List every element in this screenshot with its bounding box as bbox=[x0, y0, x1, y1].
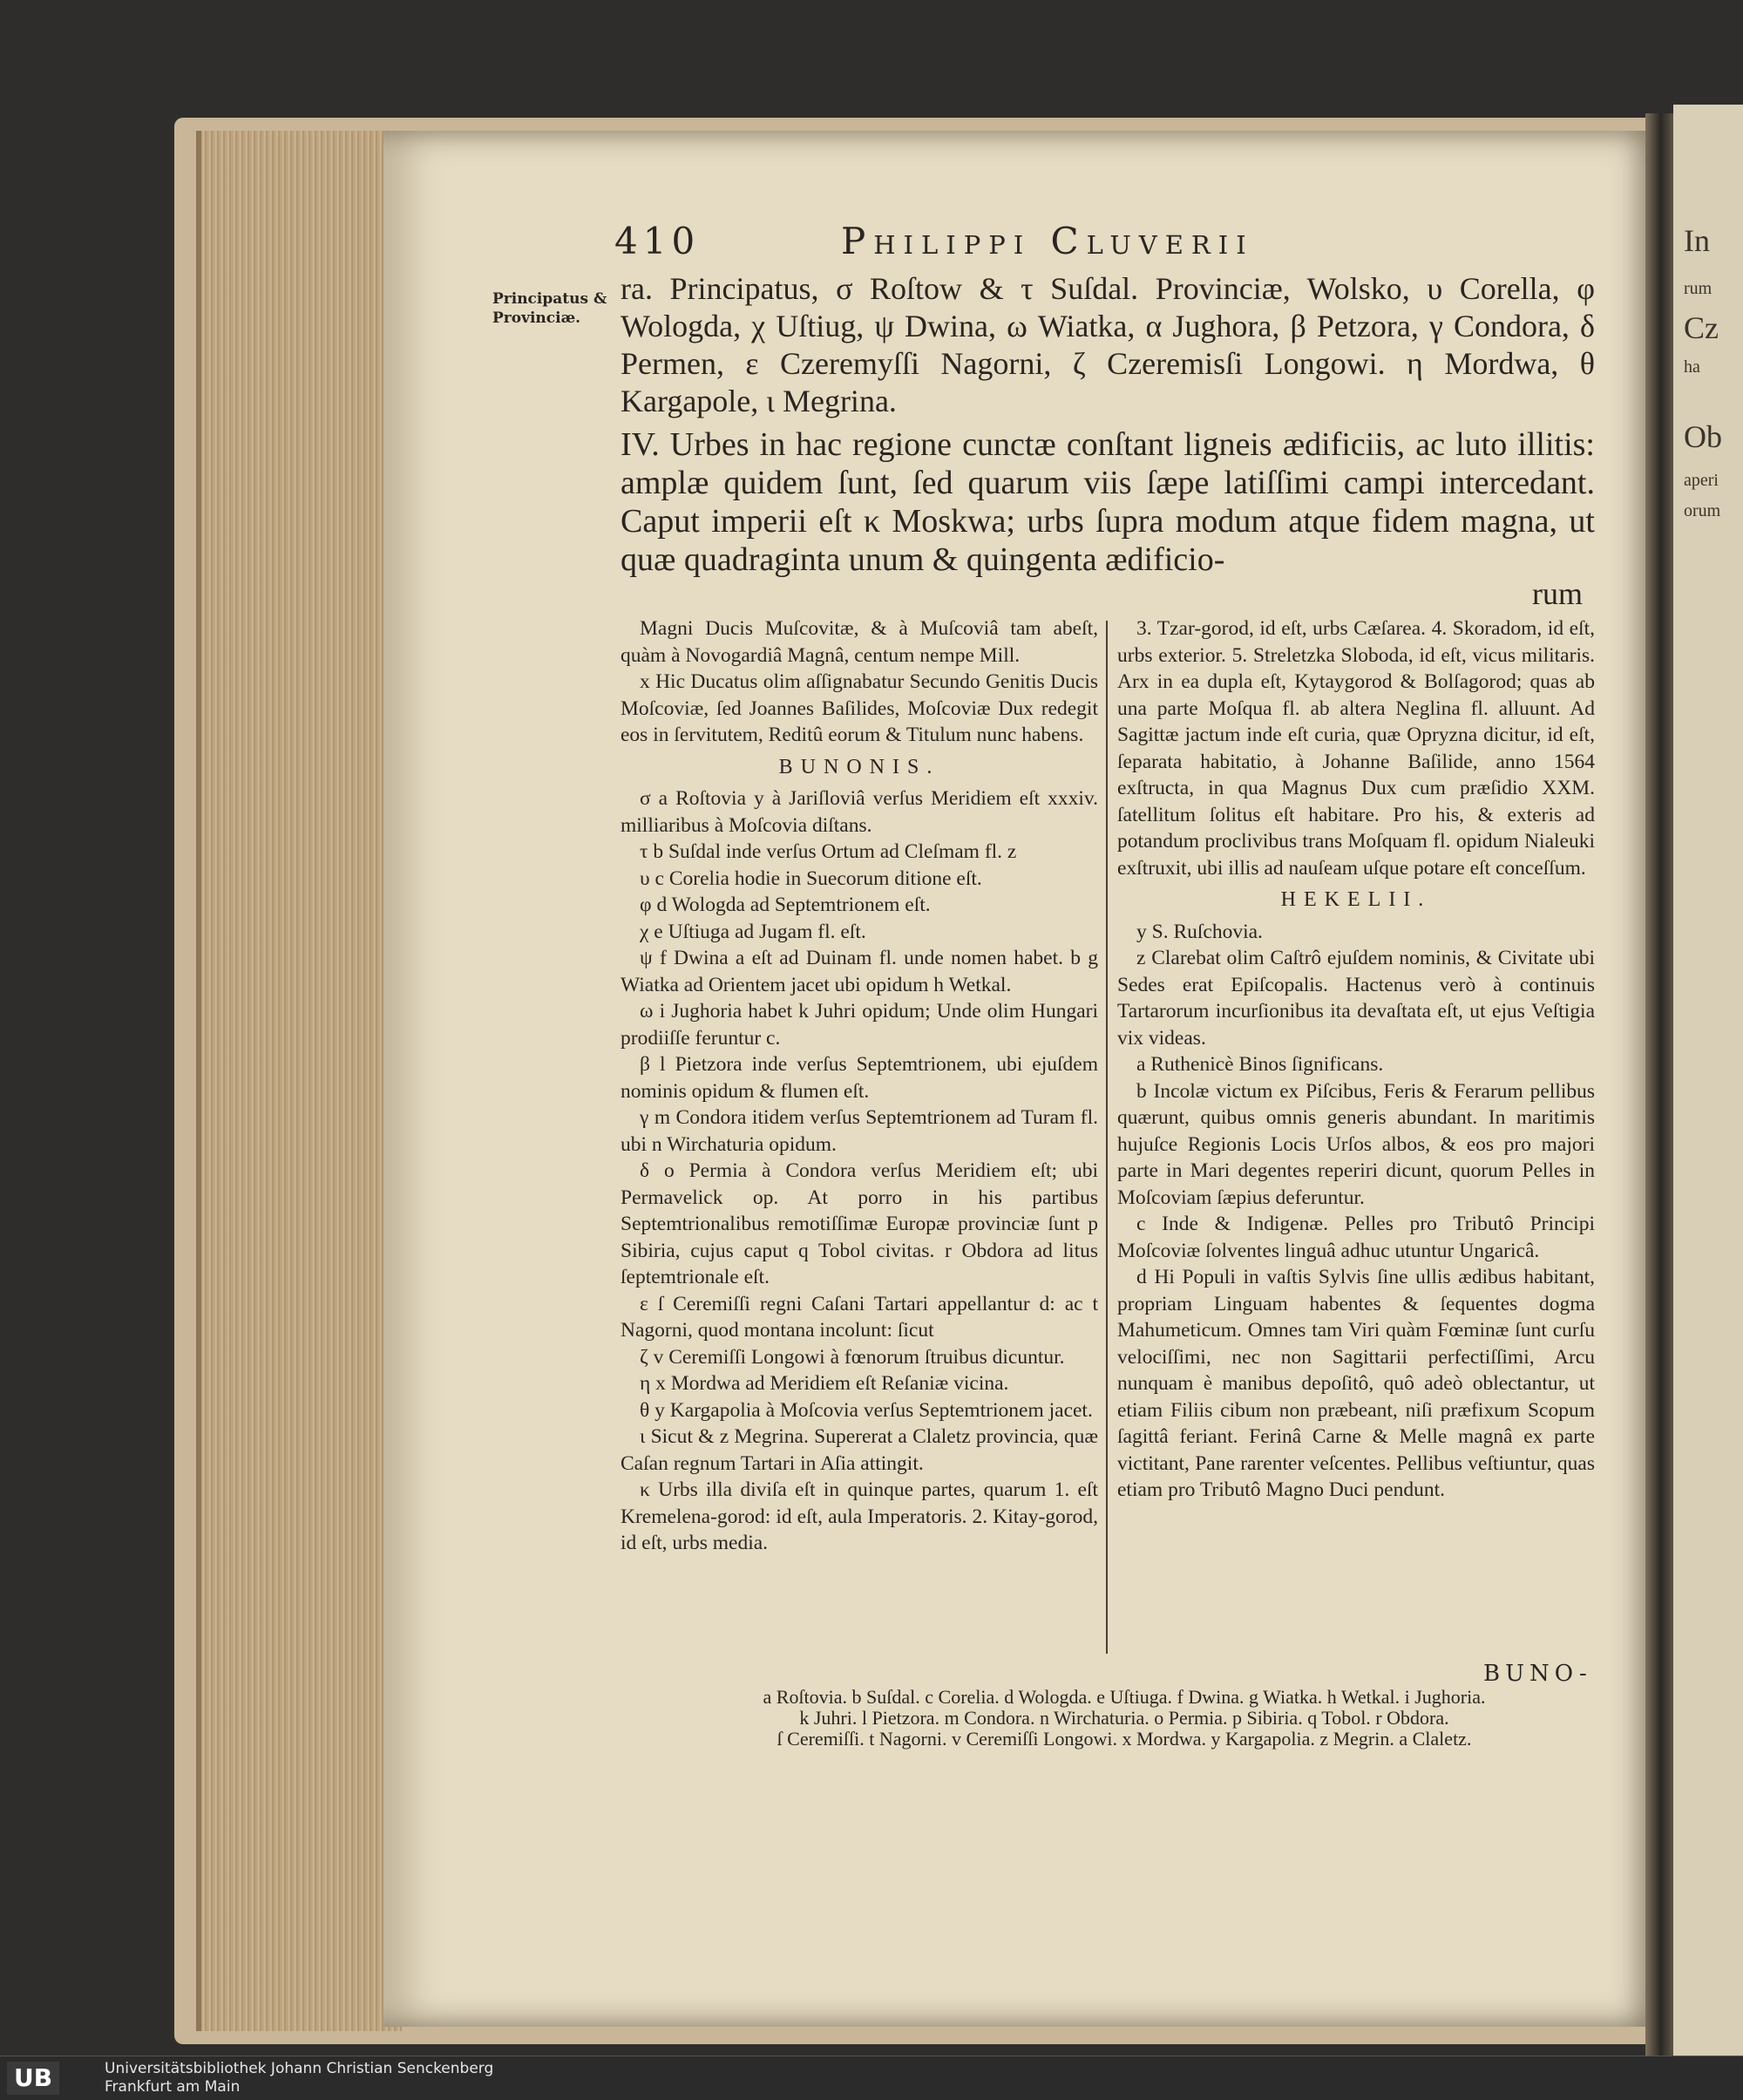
note-paragraph: c Inde & Indigenæ. Pelles pro Tributô Principi Moſcoviæ ſolventes linguâ adhuc utuntur Ungaricâ. bbox=[1117, 1213, 1595, 1262]
note-paragraph: χ e Uſtiuga ad Jugam fl. eſt. bbox=[640, 920, 866, 943]
catchword-bottom: BUNO- bbox=[1483, 1661, 1592, 1687]
page-edges bbox=[196, 131, 402, 2031]
book-gutter bbox=[1645, 113, 1673, 2057]
right-column bbox=[1117, 615, 1595, 1504]
note-paragraph: ψ f Dwina a eſt ad Duinam fl. unde nomen habet. b g Wiatka ad Orientem jacet ubi opidum h Wetkal. bbox=[621, 947, 1098, 996]
note-paragraph: z Clarebat olim Caſtrô ejuſdem nominis, & Civitate ubi Sedes erat Epiſcopalis. Hactenus verò à continuis Tartarorum incurſionibus ita devaſtata eſt, ut ejus Veſtigia vix videas. bbox=[1117, 947, 1595, 1050]
section-heading-bunonis: BUNONIS. bbox=[778, 755, 940, 778]
adjacent-page-text: aperi bbox=[1684, 471, 1719, 490]
adjacent-page-text: Ob bbox=[1684, 419, 1722, 454]
note-paragraph: φ d Wologda ad Septemtrionem eſt. bbox=[640, 894, 931, 916]
catchword-top: rum bbox=[1532, 576, 1583, 611]
adjacent-page-text: orum bbox=[1684, 501, 1721, 520]
note-paragraph: θ y Kargapolia à Moſcovia verſus Septemtrionem jacet. bbox=[640, 1398, 1093, 1422]
note-paragraph: d Hi Populi in vaſtis Sylvis ſine ullis ædibus habitant, propriam Linguam habentes & ſequentes dogma Mahumeticum. Omnes tam Viri quàm Fœminæ ſunt curſu velociſſimi, nec non Sagittarii perfectiſſimi, Arcu nunquam è manibus depoſitô, quô adeò oblectantur, ut etiam Filiis cibum non præbeant, niſi præfixum Scopum ſagittâ feriant. Ferinâ Carne & Melle magnâ ex parte victitant, Pane rarenter veſcentes. Pellibus veſtiuntur, quas etiam pro Tributô Magno Duci pendunt. bbox=[1117, 1266, 1595, 1501]
section-heading-hekelii: HEKELII. bbox=[1280, 888, 1432, 911]
note-paragraph: Magni Ducis Muſcovitæ, & à Muſcoviâ tam abeſt, quàm à Novogardiâ Magnâ, centum nempe Mill. bbox=[621, 617, 1098, 667]
adjacent-page-text: Cz bbox=[1684, 310, 1719, 345]
footnote-legend bbox=[645, 1687, 1604, 1750]
page-number: 410 bbox=[614, 220, 701, 262]
footnote-line: k Juhri. l Pietzora. m Condora. n Wirchaturia. o Permia. p Sibiria. q Tobol. r Obdora. bbox=[799, 1707, 1449, 1729]
running-head-title: Philippi Cluverii bbox=[841, 220, 1254, 262]
note-paragraph: τ b Suſdal inde verſus Ortum ad Cleſmam fl. z bbox=[640, 840, 1017, 863]
main-paragraph-2: IV. Urbes in hac regione cunctæ conſtant ligneis ædificiis, ac luto illitis: amplæ quidem ſunt, ſed quarum viis ſæpe latiſſimi campi intercedant. Caput imperii eſt κ Moskwa; urbs ſupra modum atque fidem magna, ut quæ quadraginta unum & quingenta ædificio- bbox=[621, 426, 1595, 578]
column-divider bbox=[1106, 621, 1108, 1654]
note-paragraph: ω i Jughoria habet k Juhri opidum; Unde olim Hungari prodiiſſe feruntur c. bbox=[621, 1000, 1098, 1050]
adjacent-page bbox=[1673, 105, 1743, 2075]
left-column bbox=[621, 615, 1098, 1557]
note-paragraph: ε ſ Ceremiſſi regni Caſani Tartari appellantur d: ac t Nagorni, quod montana incolunt: ſicut bbox=[621, 1292, 1098, 1342]
note-paragraph: x Hic Ducatus olim aſſignabatur Secundo Genitis Ducis Moſcoviæ, ſed Joannes Baſilides, Moſcoviæ Dux redegit eos in ſervitutem, Reditû eorum & Titulum nunc habens. bbox=[621, 670, 1098, 746]
note-paragraph: y S. Ruſchovia. bbox=[1136, 920, 1263, 943]
note-paragraph: η x Mordwa ad Meridiem eſt Reſaniæ vicina. bbox=[640, 1372, 1009, 1395]
adjacent-page-text: In bbox=[1684, 223, 1710, 258]
note-paragraph: υ c Corelia hodie in Suecorum ditione eſt. bbox=[640, 867, 982, 890]
note-paragraph: b Incolæ victum ex Piſcibus, Feris & Ferarum pellibus quærunt, quibus omnis generis abundant. In maritimis hujuſce Regionis Locis Urſos albos, & eos pro majori parte in Mari degentes reperiri dicunt, quorum Pelles in Moſcoviam ſæpius deferuntur. bbox=[1117, 1079, 1595, 1209]
adjacent-page-text: rum bbox=[1684, 279, 1712, 298]
note-paragraph: γ m Condora itidem verſus Septemtrionem ad Turam fl. ubi n Wirchaturia opidum. bbox=[621, 1106, 1098, 1156]
library-name bbox=[105, 2060, 493, 2097]
library-footer-bar bbox=[0, 2056, 1743, 2100]
ub-logo[interactable]: UB bbox=[7, 2062, 59, 2095]
margin-note: Principatus & Provinciæ. bbox=[492, 290, 607, 327]
main-paragraph-1: ra. Principatus, σ Roſtow & τ Suſdal. Provinciæ, Wolsko, υ Corella, φ Wologda, χ Uſtiug, ψ Dwina, ω Wiatka, α Jughora, β Petzora, γ Condora, δ Permen, ε Czeremyſſi Nagorni, ζ Czeremisſi Longowi. η Mordwa, θ Kargapole, ι Megrina. bbox=[621, 271, 1595, 418]
note-paragraph: κ Urbs illa diviſa eſt in quinque partes, quarum 1. eſt Kremelena-gorod: id eſt, aula Imperatoris. 2. Kitay-gorod, id eſt, urbs media. bbox=[621, 1478, 1098, 1554]
footnote-line: ſ Ceremiſſi. t Nagorni. v Ceremiſſi Longowi. x Mordwa. y Kargapolia. z Megrin. a Claletz. bbox=[777, 1728, 1472, 1750]
note-paragraph: ζ v Ceremiſſi Longowi à fœnorum ſtruibus dicuntur. bbox=[640, 1345, 1065, 1369]
note-paragraph: σ a Roſtovia y à Jariſloviâ verſus Meridiem eſt xxxiv. milliaribus à Moſcovia diſtans. bbox=[621, 787, 1098, 837]
note-paragraph: a Ruthenicè Binos ſignificans. bbox=[1136, 1053, 1384, 1076]
note-paragraph: δ o Permia à Condora verſus Meridiem eſt; ubi Permavelick op. At porro in his partibus Septemtrionalibus remotiſſimæ Europæ provinciæ ſunt p Sibiria, cujus caput q Tobol civitas. r Obdora ad litus ſeptemtrionale eſt. bbox=[621, 1159, 1098, 1288]
note-paragraph: 3. Tzar-gorod, id eſt, urbs Cæſarea. 4. Skoradom, id eſt, urbs exterior. 5. Streletzka Sloboda, id eſt, vicus militaris. Arx in ea dupla eſt, Kytaygorod & Bolſagorod; quas ab una parte Moſqua fl. ab altera Neglina fl. alluunt. Ad Sagittæ jactum inde eſt curia, quæ Opryzna dicitur, id eſt, ſeparata habitatio, à Johanne Baſilide, anno 1564 exſtructa, in qua Magnus Dux cum præſidio XXM. ſatellitum ſolitus eſt habitare. Pro his, & exteris ad potandum proclivibus trans Moſquam fl. opidum Nialeuki exſtruxit, ubi illis ad nauſeam uſque potare eſt conceſſum. bbox=[1117, 617, 1595, 880]
footnote-line: a Roſtovia. b Suſdal. c Corelia. d Wologda. e Uſtiuga. f Dwina. g Wiatka. h Wetkal. i Jughoria. bbox=[763, 1686, 1486, 1708]
adjacent-page-text: ha bbox=[1684, 357, 1700, 377]
library-city-line: Frankfurt am Main bbox=[105, 2078, 241, 2096]
note-paragraph: ι Sicut & z Megrina. Supererat a Claletz provincia, quæ Caſan regnum Tartari in Aſia attingit. bbox=[621, 1425, 1098, 1475]
note-paragraph: β l Pietzora inde verſus Septemtrionem, ubi ejuſdem nominis opidum & flumen eſt. bbox=[621, 1053, 1098, 1103]
library-name-line: Universitätsbibliothek Johann Christian Senckenberg bbox=[105, 2060, 494, 2077]
